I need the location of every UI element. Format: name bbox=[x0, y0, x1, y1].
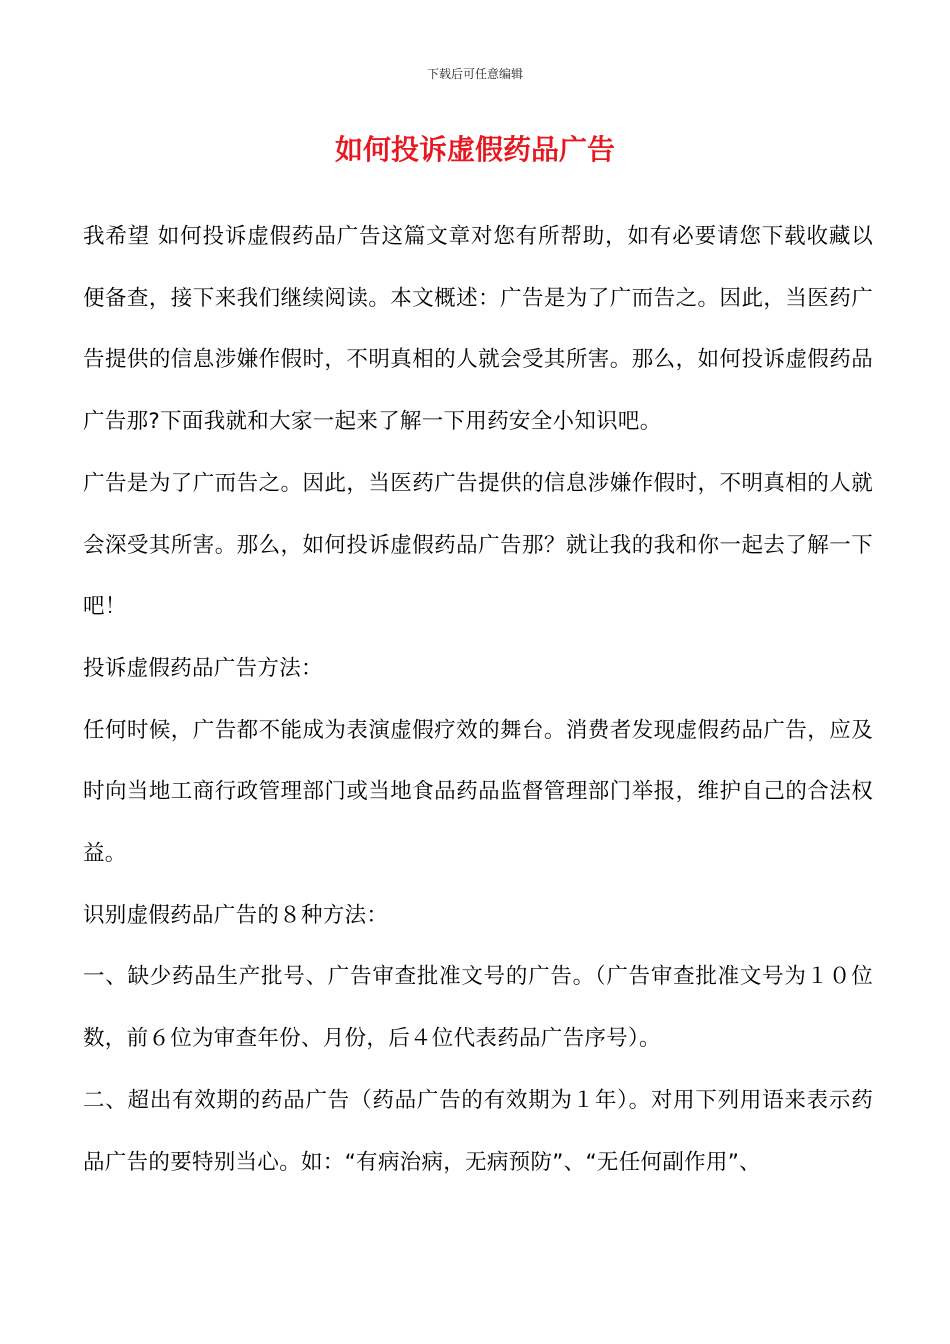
paragraph-background: 广告是为了广而告之。因此，当医药广告提供的信息涉嫌作假时，不明真相的人就会深受其所害。那么，如何投诉虚假药品广告那？就让我的我和你一起去了解一下吧！ bbox=[83, 470, 873, 620]
list-item-method-2: 二、超出有效期的药品广告（药品广告的有效期为１年）。对用下列用语来表示药品广告的要特别当心。如：“有病治病，无病预防”、“无任何副作用”、 bbox=[83, 1087, 873, 1175]
header-note: 下载后可任意编辑 bbox=[426, 67, 523, 81]
document-title: 如何投诉虚假药品广告 bbox=[334, 133, 615, 166]
list-item-method-1: 一、缺少药品生产批号、广告审查批准文号的广告。（广告审查批准文号为１０位数，前６位为审查年份、月份，后４位代表药品广告序号）。 bbox=[83, 964, 873, 1052]
heading-identify-methods: 识别虚假药品广告的８种方法： bbox=[83, 902, 389, 928]
paragraph-intro: 我希望 如何投诉虚假药品广告这篇文章对您有所帮助，如有必要请您下载收藏以便备查，接下来我们继续阅读。本文概述：广告是为了广而告之。因此，当医药广告提供的信息涉嫌作假时，不明真相的人就会受其所害。那么，如何投诉虚假药品广告那?下面我就和大家一起来了解一下用药安全小知识吧。 bbox=[83, 224, 873, 435]
document-body bbox=[83, 206, 873, 1193]
paragraph-complaint-method: 任何时候，广告都不能成为表演虚假疗效的舞台。消费者发现虚假药品广告，应及时向当地工商行政管理部门或当地食品药品监督管理部门举报，维护自己的合法权益。 bbox=[83, 717, 873, 867]
heading-complaint-method: 投诉虚假药品广告方法： bbox=[83, 655, 323, 681]
